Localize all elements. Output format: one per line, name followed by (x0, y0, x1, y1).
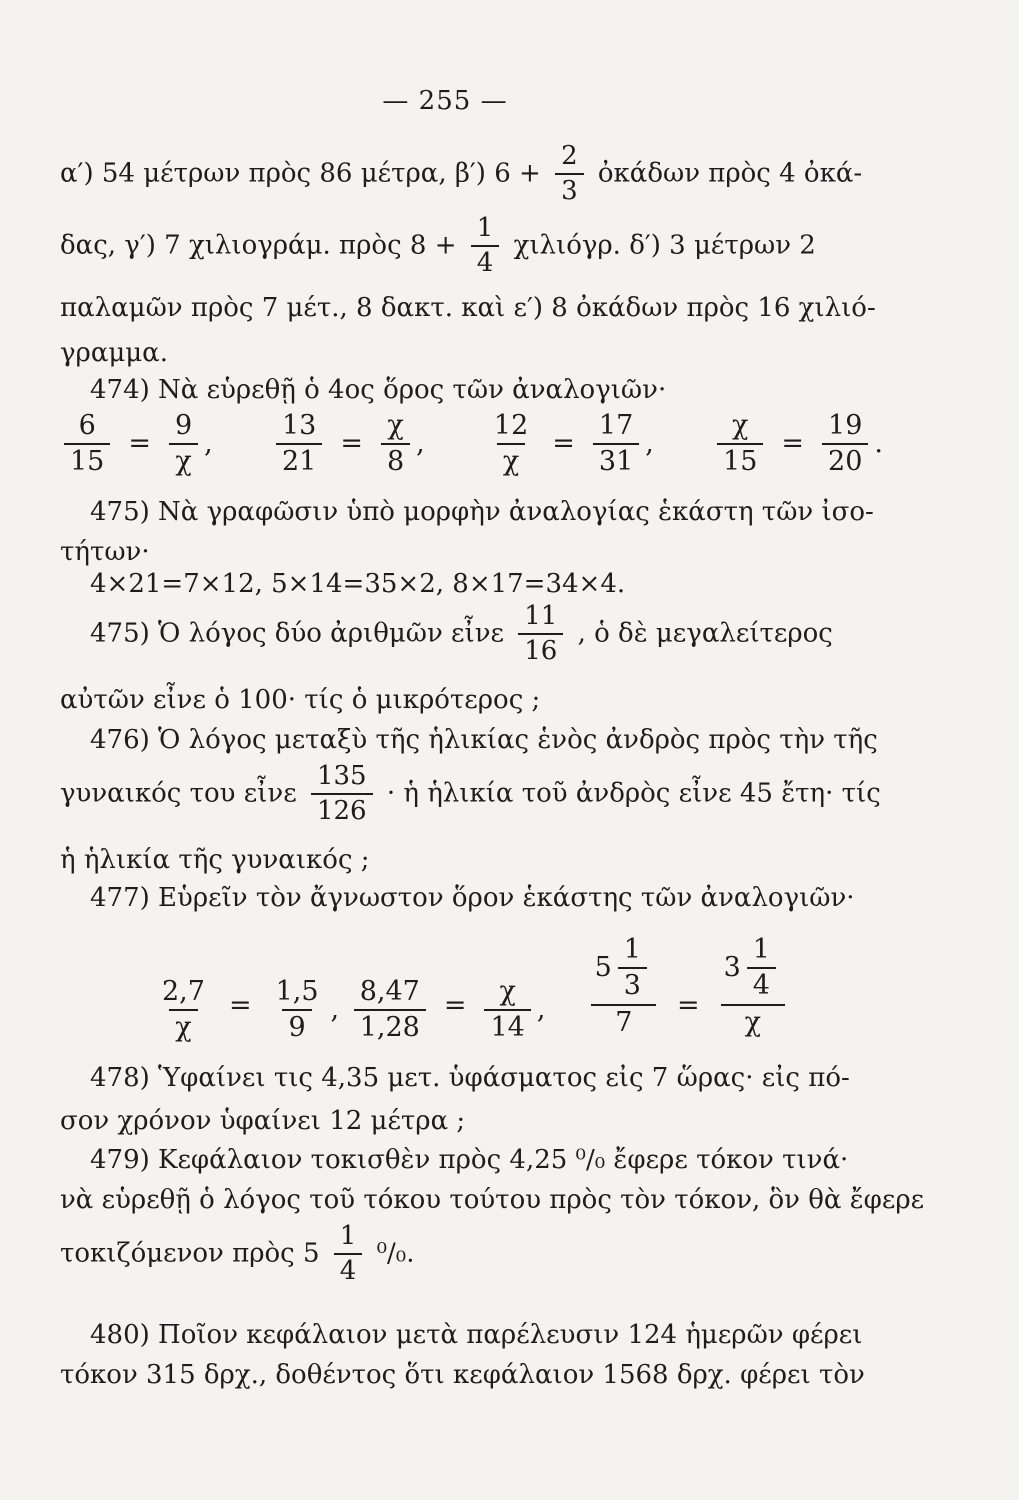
fraction (618, 933, 647, 1002)
denominator: 126 (311, 793, 373, 825)
text: ὀκάδων πρὸς 4 ὀκά- (597, 158, 863, 189)
denominator: χ (721, 1004, 785, 1037)
numerator: 12 (493, 410, 529, 441)
numerator: 11 (524, 601, 558, 631)
denominator: 9 (282, 1009, 311, 1042)
numerator: χ (387, 410, 404, 441)
denominator: 4 (747, 967, 776, 1000)
numerator: 1,5 (275, 976, 319, 1007)
fraction (311, 763, 373, 826)
problem-477: 477) Εὑρεῖν τὸν ἄγνωστον ὅρον ἑκάστης τῶν ἀναλογιῶν· (90, 883, 855, 913)
text-line: τόκον 315 δρχ., δοθέντος ὅτι κεφάλαιον 1568 δρχ. φέρει τὸν (60, 1360, 865, 1390)
denominator: 4 (471, 245, 500, 277)
text: ⁰/₀. (376, 1238, 415, 1269)
page-number: — 255 — (382, 86, 508, 116)
separator: , (645, 427, 654, 459)
numerator: 1 (476, 213, 494, 243)
text-line: αὐτῶν εἶνε ὁ 100· τίς ὁ μικρότερος ; (60, 685, 541, 715)
mixed-number (589, 933, 659, 1004)
text-line (60, 215, 816, 278)
numerator: 1 (339, 1221, 357, 1251)
denominator: 14 (484, 1009, 530, 1042)
denominator: 16 (518, 633, 563, 665)
fraction (156, 930, 211, 1043)
whole: 5 (594, 952, 612, 983)
denominator: 15 (64, 443, 110, 476)
problem-479: 479) Κεφάλαιον τοκισθὲν πρὸς 4,25 ⁰/₀ ἔφερε τόκον τινά· (90, 1145, 849, 1175)
numerator: 135 (316, 761, 367, 791)
fraction (822, 412, 868, 477)
text-line: τήτων· (60, 537, 150, 567)
complex-fraction (589, 933, 659, 1038)
problem-480: 480) Ποῖον κεφάλαιον μετὰ παρέλευσιν 124 ἡμερῶν φέρει (90, 1320, 863, 1350)
proportions-474: $\frac{6}{15}$ = $\frac{9}{\chi}$ , $\frac{13}{21}$ = $\frac{\chi}{8}$ , $\frac{12}{\chi}$ = $\frac{17}{31}$ , $\frac{\chi}{15}$ = $\frac{19}{20}$ . (58, 412, 883, 477)
numerator: χ (499, 976, 516, 1007)
separator: , (204, 427, 213, 459)
text-line (60, 143, 862, 206)
numerator: 9 (174, 410, 193, 441)
separator: . (874, 427, 883, 459)
fraction (64, 412, 110, 477)
denominator: 31 (593, 443, 639, 476)
fraction (169, 412, 198, 477)
equals: = (228, 989, 252, 1021)
text-line: νὰ εὑρεθῇ ὁ λόγος τοῦ τόκου τούτου πρὸς τὸν τόκον, ὃν θὰ ἔφερε (60, 1185, 925, 1215)
proportions-477 (150, 930, 794, 1043)
equals: = (676, 989, 700, 1021)
fraction (354, 930, 426, 1043)
text-line: ἡ ἡλικία τῆς γυναικός ; (60, 845, 370, 875)
fraction (276, 412, 322, 477)
numerator: 1 (752, 933, 770, 965)
problem-474: 474) Νὰ εὑρεθῇ ὁ 4ος ὅρος τῶν ἀναλογιῶν· (90, 375, 667, 405)
problem-475-b (60, 603, 833, 666)
fraction (717, 412, 763, 477)
denominator: χ (169, 1009, 197, 1042)
numerator: 17 (598, 410, 634, 441)
mixed-number (718, 933, 788, 1004)
text: χιλιόγρ. δ′) 3 μέτρων 2 (513, 230, 816, 261)
text-line (60, 1223, 414, 1286)
text: τοκιζόμενον πρὸς 5 (60, 1238, 320, 1269)
text: · ἡ ἡλικία τοῦ ἀνδρὸς εἶνε 45 ἔτη· τίς (386, 778, 881, 809)
text: δας, γ′) 7 χιλιογράμ. πρὸς 8 + (60, 230, 457, 261)
separator: , (536, 993, 546, 1025)
fraction (488, 412, 534, 477)
equals: = (443, 989, 467, 1021)
denominator: χ (169, 443, 197, 476)
denominator: 4 (334, 1253, 363, 1285)
denominator: 3 (555, 173, 584, 205)
fraction (518, 603, 563, 666)
fraction (381, 412, 410, 477)
problem-475: 475) Νὰ γραφῶσιν ὑπὸ μορφὴν ἀναλογίας ἑκάστη τῶν ἰσο- (90, 497, 874, 527)
numerator: 2,7 (162, 976, 205, 1007)
numerator: 1 (623, 933, 641, 965)
fraction (484, 930, 530, 1043)
fraction (334, 1223, 363, 1286)
numerator: χ (732, 410, 749, 441)
numerator: 2 (561, 141, 578, 171)
denominator: 1,28 (354, 1009, 426, 1042)
text: γυναικός του εἶνε (60, 778, 297, 809)
fraction (555, 143, 584, 206)
separator: , (330, 993, 340, 1025)
fraction (270, 930, 325, 1043)
fraction (747, 933, 776, 1002)
numerator: 13 (281, 410, 317, 441)
problem-478: 478) Ὑφαίνει τις 4,35 μετ. ὑφάσματος εἰς 7 ὥρας· εἰς πό- (90, 1063, 850, 1093)
text: , ὁ δὲ μεγαλείτερος (577, 618, 833, 649)
denominator: 21 (276, 443, 322, 476)
problem-476: 476) Ὁ λόγος μεταξὺ τῆς ἡλικίας ἑνὸς ἀνδρὸς πρὸς τὴν τῆς (90, 725, 878, 755)
text-line (60, 763, 881, 826)
fraction (471, 215, 500, 278)
denominator: 8 (381, 443, 410, 476)
denominator: χ (497, 443, 525, 476)
text-line: παλαμῶν πρὸς 7 μέτ., 8 δακτ. καὶ ε′) 8 ὀκάδων πρὸς 16 χιλιό- (60, 293, 876, 323)
equalities-475: 4×21=7×12, 5×14=35×2, 8×17=34×4. (90, 569, 626, 599)
text: α′) 54 μέτρων πρὸς 86 μέτρα, β′) 6 + (60, 158, 541, 189)
text-line: σον χρόνον ὑφαίνει 12 μέτρα ; (60, 1106, 466, 1136)
text-line: γραμμα. (60, 338, 168, 368)
fraction (593, 412, 639, 477)
numerator: 8,47 (359, 976, 420, 1007)
whole: 3 (723, 952, 741, 983)
separator: , (416, 427, 425, 459)
complex-fraction (718, 933, 788, 1038)
denominator: 20 (822, 443, 868, 476)
denominator: 15 (717, 443, 763, 476)
numerator: 6 (78, 410, 96, 441)
numerator: 19 (828, 410, 863, 441)
text: 475) Ὁ λόγος δύο ἀριθμῶν εἶνε (90, 618, 504, 649)
denominator: 3 (618, 967, 647, 1000)
denominator: 7 (591, 1004, 656, 1037)
